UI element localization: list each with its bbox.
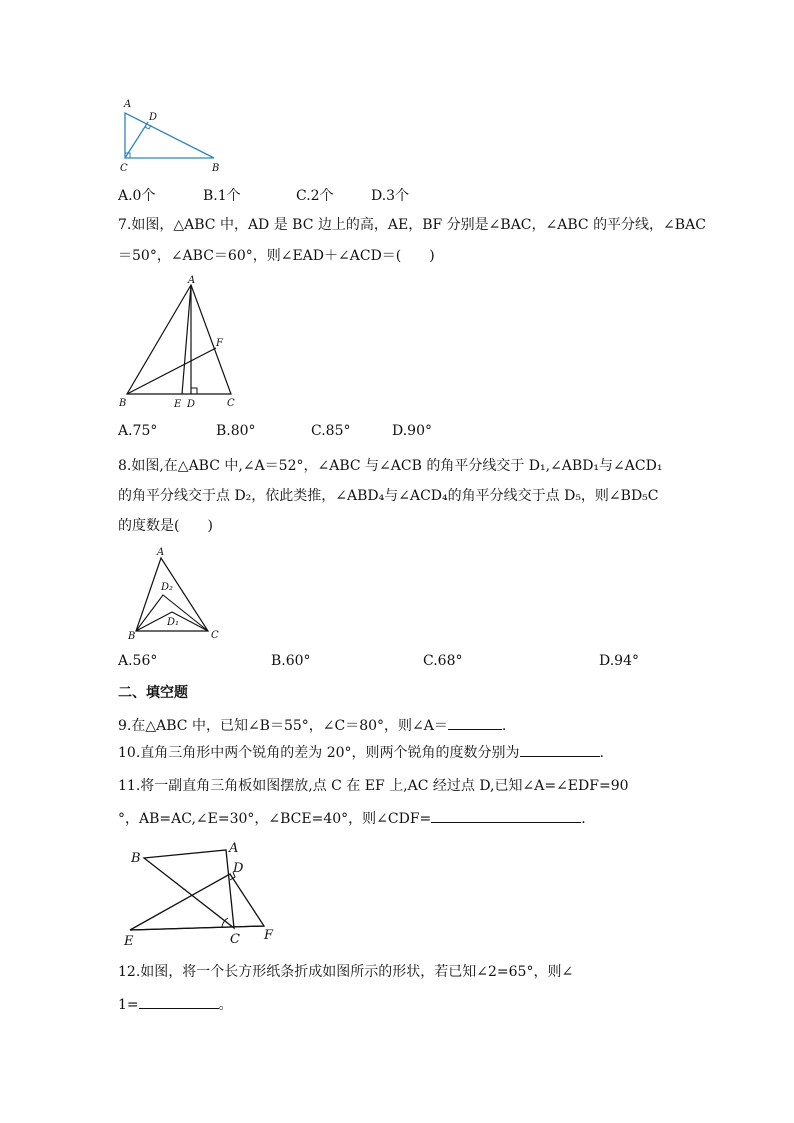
q9-answer-blank[interactable] (448, 715, 502, 730)
q6-triangle (125, 113, 214, 158)
q7-label-b: B (119, 398, 127, 409)
q6-option-b: B.1个 (203, 188, 241, 204)
q12-line-2 (118, 994, 233, 1015)
q10-end: . (599, 745, 604, 761)
q6-label-c: C (120, 163, 128, 174)
q8-option-b: B.60° (271, 653, 311, 669)
q9-text: 9.在△ABC 中，已知∠B＝55°，∠C＝80°，则∠A＝ (118, 718, 448, 734)
q11-label-d: D (233, 861, 244, 876)
q9-end: . (501, 718, 507, 734)
q6-option-c: C.2个 (296, 188, 334, 204)
q7-line-1: 7.如图，△ABC 中，AD 是 BC 边上的高，AE，BF 分别是∠BAC，∠ABC 的平分线，∠BAC (118, 217, 706, 233)
q6-label-d: D (149, 112, 158, 123)
q10-text: 10.直角三角形中两个锐角的差为 20°，则两个锐角的度数分别为 (118, 745, 520, 761)
q8-label-c: C (211, 630, 219, 641)
q7-label-a: A (188, 275, 196, 286)
q8-label-b: B (128, 631, 136, 642)
q7-label-f: F (216, 338, 223, 349)
q8-line-1: 8.如图,在△ABC 中,∠A＝52°，∠ABC 与∠ACB 的角平分线交于 D₁,∠ABD₁与∠ACD₁ (118, 458, 663, 474)
q12-line-1: 12.如图，将一个长方形纸条折成如图所示的形状，若已知∠2=65°，则∠ (118, 964, 574, 980)
q11-label-e: E (124, 934, 134, 949)
q8-label-a: A (157, 547, 165, 558)
q7-option-d: D.90° (392, 423, 432, 439)
q6-option-d: D.3个 (371, 188, 410, 204)
q8-figure (118, 546, 228, 646)
q11-figure (118, 838, 288, 950)
q8-option-c: C.68° (423, 653, 463, 669)
q6-label-a: A (124, 99, 132, 110)
q11-label-f: F (264, 928, 274, 943)
q11-label-c: C (230, 932, 240, 947)
q7-label-d: D (187, 399, 196, 410)
q6-label-b: B (212, 163, 220, 174)
q8-line-2: 的角平分线交于点 D₂，依此类推，∠ABD₄与∠ACD₄的角平分线交于点 D₅，则∠BD₅C (118, 488, 659, 504)
q8-line-3: 的度数是( ) (118, 518, 213, 534)
q7-option-c: C.85° (311, 423, 351, 439)
q11-line-1: 11.将一副直角三角板如图摆放,点 C 在 EF 上,AC 经过点 D,已知∠A=∠EDF=90 (118, 778, 629, 794)
q7-option-b: B.80° (216, 423, 256, 439)
q11-triangle-edf (130, 874, 264, 930)
q8-option-a: A.56° (118, 653, 158, 669)
q7-right-angle (191, 388, 197, 394)
q7-bisector-ae (182, 285, 191, 394)
q11-end: . (581, 811, 586, 827)
q7-option-a: A.75° (118, 423, 158, 439)
q12-answer-blank[interactable] (139, 994, 219, 1009)
q8-label-d2: D₂ (161, 582, 174, 593)
q7-label-e: E (174, 399, 182, 410)
q7-figure (118, 275, 248, 413)
section-title: 二、填空题 (118, 685, 188, 701)
q7-label-c: C (227, 398, 235, 409)
q6-option-a: A.0个 (118, 188, 156, 204)
q11-segment-ef (130, 926, 264, 930)
q7-line-2: ＝50°，∠ABC＝60°，则∠EAD＋∠ACD＝( ) (118, 248, 435, 264)
q11-triangle-abc (144, 850, 234, 928)
q12-end: 。 (218, 997, 233, 1013)
q12-text: 1= (118, 997, 139, 1013)
q11-label-a: A (229, 841, 239, 856)
q8-option-d: D.94° (599, 653, 639, 669)
q11-text: °，AB=AC,∠E=30°，∠BCE=40°，则∠CDF= (118, 811, 432, 827)
q6-figure (118, 96, 228, 176)
q8-label-d1: D₁ (167, 617, 180, 628)
q11-label-b: B (131, 851, 141, 866)
q9-line (118, 715, 506, 736)
q10-answer-blank[interactable] (520, 742, 600, 757)
q11-answer-blank[interactable] (431, 808, 581, 823)
q10-line (118, 742, 604, 763)
q11-line-2 (118, 808, 586, 829)
